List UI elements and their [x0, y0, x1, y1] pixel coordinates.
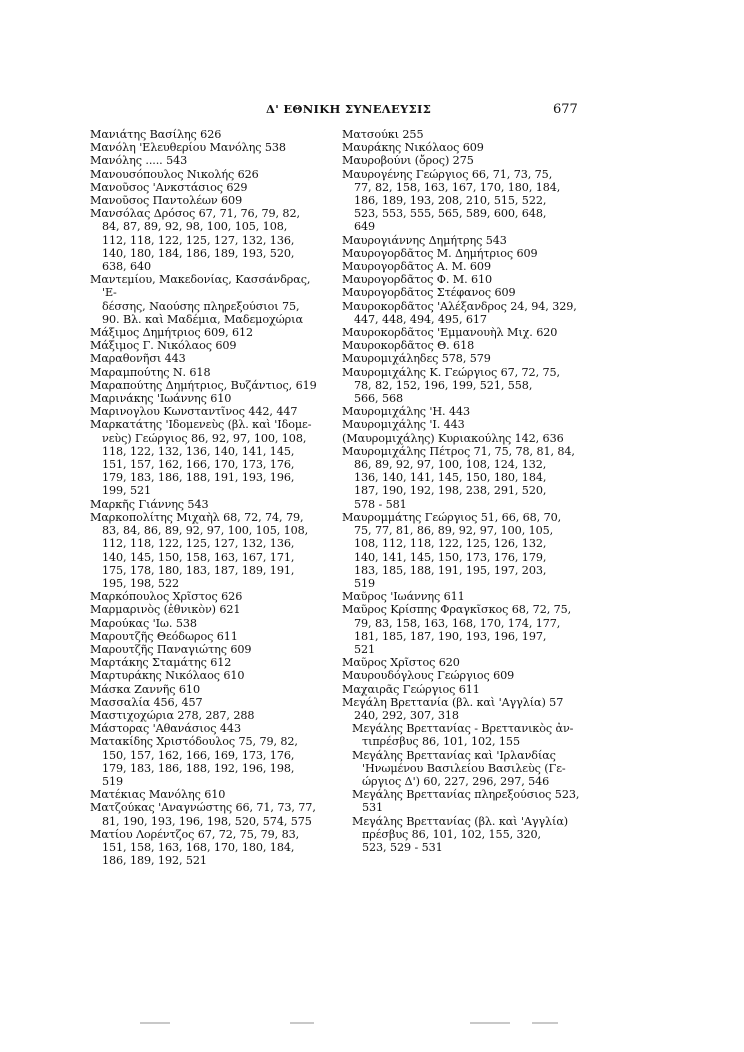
index-entry: Μάξιμος Γ. Νικόλαος 609: [90, 339, 237, 353]
index-entry: Μαυροκορδᾶτος 'Εμμανουὴλ Μιχ. 620: [342, 326, 558, 340]
index-entry: Μαρουτζῆς Παναγιώτης 609: [90, 642, 252, 656]
index-entry: Μαυροκορδᾶτος Θ. 618: [342, 339, 475, 353]
index-entry: Ματσούκι 255: [342, 128, 424, 141]
index-entry: Μαῦρος 'Ιωάννης 611: [342, 590, 465, 604]
index-column-left: [90, 128, 322, 867]
index-entry: Μάστορας 'Αθανάσιος 443: [90, 722, 241, 736]
index-entry: Μαυρογένης Γεώργιος 66, 71, 73, 75, 77, 82, 158, 163, 167, 170, 180, 184, 186, 189, 193, 208, 210, 515, 522, 523, 553, 555, 565, 589, 600, 648, 649: [342, 167, 561, 234]
index-entry: Μανόλη 'Ελευθερίου Μανόλης 538: [90, 141, 286, 155]
index-entry: Μαραπούτης Δημήτριος, Βυζάντιος, 619: [90, 378, 317, 392]
index-entry: Μαστιχοχώρια 278, 287, 288: [90, 708, 255, 722]
index-entry: Μαῦρος Χρῖστος 620: [342, 656, 460, 670]
index-entry: Μεγάλης Βρεττανίας (βλ. καὶ 'Αγγλία) πρέσβυς 86, 101, 102, 155, 320, 523, 529 - 531: [352, 814, 569, 854]
index-entry: Μαρτάκης Σταμάτης 612: [90, 656, 232, 670]
index-entry: Μαυρογορδᾶτος Στέφανος 609: [342, 286, 516, 300]
index-entry: Μαρκοπολίτης Μιχαὴλ 68, 72, 74, 79, 83, 84, 86, 89, 92, 97, 100, 105, 108, 112, 118, 122, 125, 127, 132, 136, 140, 145, 150, 158, 163, 167, 171, 175, 178, 180, 183, 187, 189, 191, 195, 198, 522: [90, 510, 309, 590]
index-entry: Μαρκῆς Γιάννης 543: [90, 497, 209, 511]
index-entry: Μανιάτης Βασίλης 626: [90, 128, 222, 141]
index-entry: Μαυράκης Νικόλαος 609: [342, 141, 484, 155]
index-entry: Μαυρογιάννης Δημήτρης 543: [342, 233, 507, 247]
index-entry: Μαυρουδόγλους Γεώργιος 609: [342, 669, 515, 683]
index-entry: Μάσκα Ζαννῆς 610: [90, 682, 200, 696]
index-entry: Μαυρογορδᾶτος Φ. Μ. 610: [342, 273, 493, 287]
index-entry: Μαρινάκης 'Ιωάννης 610: [90, 392, 232, 406]
index-entry: Μαυρομιχάλης 'Ι. 443: [342, 418, 465, 432]
index-entry: Μαυρογορδᾶτος Μ. Δημήτριος 609: [342, 246, 538, 260]
index-entry: Μάξιμος Δημήτριος 609, 612: [90, 326, 254, 340]
index-entry: Μαυρομιχάληδες 578, 579: [342, 352, 491, 366]
index-entry: Μαρκατάτης 'Ιδομενεὺς (βλ. καὶ 'Ιδομε- νεὺς) Γεώργιος 86, 92, 97, 100, 108, 118, 122, 132, 136, 140, 141, 145, 151, 157, 162, 166, 170, 173, 176, 179, 183, 186, 188, 191, 193, 196, 199, 521: [90, 418, 312, 498]
page-header: [0, 102, 744, 122]
index-entry: Μαραμπούτης Ν. 618: [90, 365, 211, 379]
index-entry: Μανουσόπουλος Νικολής 626: [90, 167, 259, 181]
index-entry: Μανοῦσος Παντολέων 609: [90, 194, 243, 208]
index-entry: Μεγάλης Βρεττανίας - Βρεττανικὸς ἀν- τιπρέσβυς 86, 101, 102, 155: [352, 722, 574, 749]
index-entry: Μαυρομιχάλης Κ. Γεώργιος 67, 72, 75, 78, 82, 152, 196, 199, 521, 558, 566, 568: [342, 365, 560, 406]
footer-scan-marks: [140, 1022, 560, 1026]
index-entry: Μαῦρος Κρίσπης Φραγκῖσκος 68, 72, 75, 79, 83, 158, 163, 168, 170, 174, 177, 181, 185, 187, 190, 193, 196, 197, 521: [342, 603, 572, 656]
index-entry: (Μαυρομιχάλης) Κυριακούλης 142, 636: [342, 431, 564, 445]
index-entry: Μαρινογλου Κωνσταντῖνος 442, 447: [90, 405, 298, 419]
index-entry: Μαρμαρινὸς (ἐθνικὸν) 621: [90, 603, 241, 617]
index-entry: Μαντεμίου, Μακεδονίας, Κασσάνδρας, 'Ε- δέσσης, Ναούσης πληρεξούσιοι 75, 90. Βλ. καὶ Μαδέμια, Μαδεμοχώρια: [90, 273, 311, 326]
index-entry: Μαυρογορδᾶτος Α. Μ. 609: [342, 260, 491, 274]
index-entry: Μεγάλης Βρεττανίας καὶ 'Ιρλανδίας 'Ηνωμένου Βασιλείου Βασιλεὺς (Γε- ώργιος Δ') 60, 227, 296, 297, 546: [352, 748, 566, 788]
index-entry: Ματζούκας 'Αναγνώστης 66, 71, 73, 77, 81, 190, 193, 196, 198, 520, 574, 575: [90, 801, 316, 828]
index-column-right: [342, 128, 584, 854]
index-entry: Μαρουτζῆς Θεόδωρος 611: [90, 629, 238, 643]
index-entry: Μαρτυράκης Νικόλαος 610: [90, 669, 245, 683]
index-entry: Μαχαιρᾶς Γεώργιος 611: [342, 682, 480, 696]
index-entry: Μαραθονῆσι 443: [90, 352, 186, 366]
index-entry: Ματέκιας Μανόλης 610: [90, 788, 226, 802]
index-entry: Μανοῦσος 'Ανκστάσιος 629: [90, 180, 248, 194]
index-entry: Μαρούκας 'Ιω. 538: [90, 616, 197, 630]
index-entry: Μαυρομμάτης Γεώργιος 51, 66, 68, 70, 75, 77, 81, 86, 89, 92, 97, 100, 105, 108, 112, 118, 122, 125, 126, 132, 140, 141, 145, 150, 173, 176, 179, 183, 185, 188, 191, 195, 197, 203, 519: [342, 510, 562, 590]
page-number: 677: [553, 102, 578, 117]
index-entry: Μαρκόπουλος Χρῖστος 626: [90, 590, 243, 604]
index-entry: Μαυρομιχάλης Πέτρος 71, 75, 78, 81, 84, 86, 89, 92, 97, 100, 108, 124, 132, 136, 140, 141, 145, 150, 180, 184, 187, 190, 192, 198, 238, 291, 520, 578 - 581: [342, 444, 575, 511]
index-entry: Μαυρομιχάλης 'Η. 443: [342, 405, 471, 419]
index-entry: Ματακίδης Χριστόδουλος 75, 79, 82, 150, 157, 162, 166, 169, 173, 176, 179, 183, 186, 188, 192, 196, 198, 519: [90, 735, 298, 788]
index-entry: Μεγάλης Βρεττανίας πληρεξούσιος 523, 531: [352, 788, 580, 815]
index-entry: Μασσαλία 456, 457: [90, 695, 203, 709]
index-entry: Μαυροκορδᾶτος 'Αλέξανδρος 24, 94, 329, 447, 448, 494, 495, 617: [342, 299, 577, 326]
index-entry: Μανόλης ..... 543: [90, 154, 188, 168]
index-entry: Μανσόλας Δρόσος 67, 71, 76, 79, 82, 84, 87, 89, 92, 98, 100, 105, 108, 112, 118, 122, 125, 127, 132, 136, 140, 180, 184, 186, 189, 193, 520, 638, 640: [90, 207, 300, 274]
index-entry: Μεγάλη Βρεττανία (βλ. καὶ 'Αγγλία) 57 240, 292, 307, 318: [342, 695, 564, 722]
index-entry: Ματίου Λορέντζος 67, 72, 75, 79, 83, 151, 158, 163, 168, 170, 180, 184, 186, 189, 192, 521: [90, 827, 300, 868]
running-title: Δ' ΕΘΝΙΚΗ ΣΥΝΕΛΕΥΣΙΣ: [266, 102, 432, 116]
index-entry: Μαυροβούνι (ὄρος) 275: [342, 154, 474, 168]
